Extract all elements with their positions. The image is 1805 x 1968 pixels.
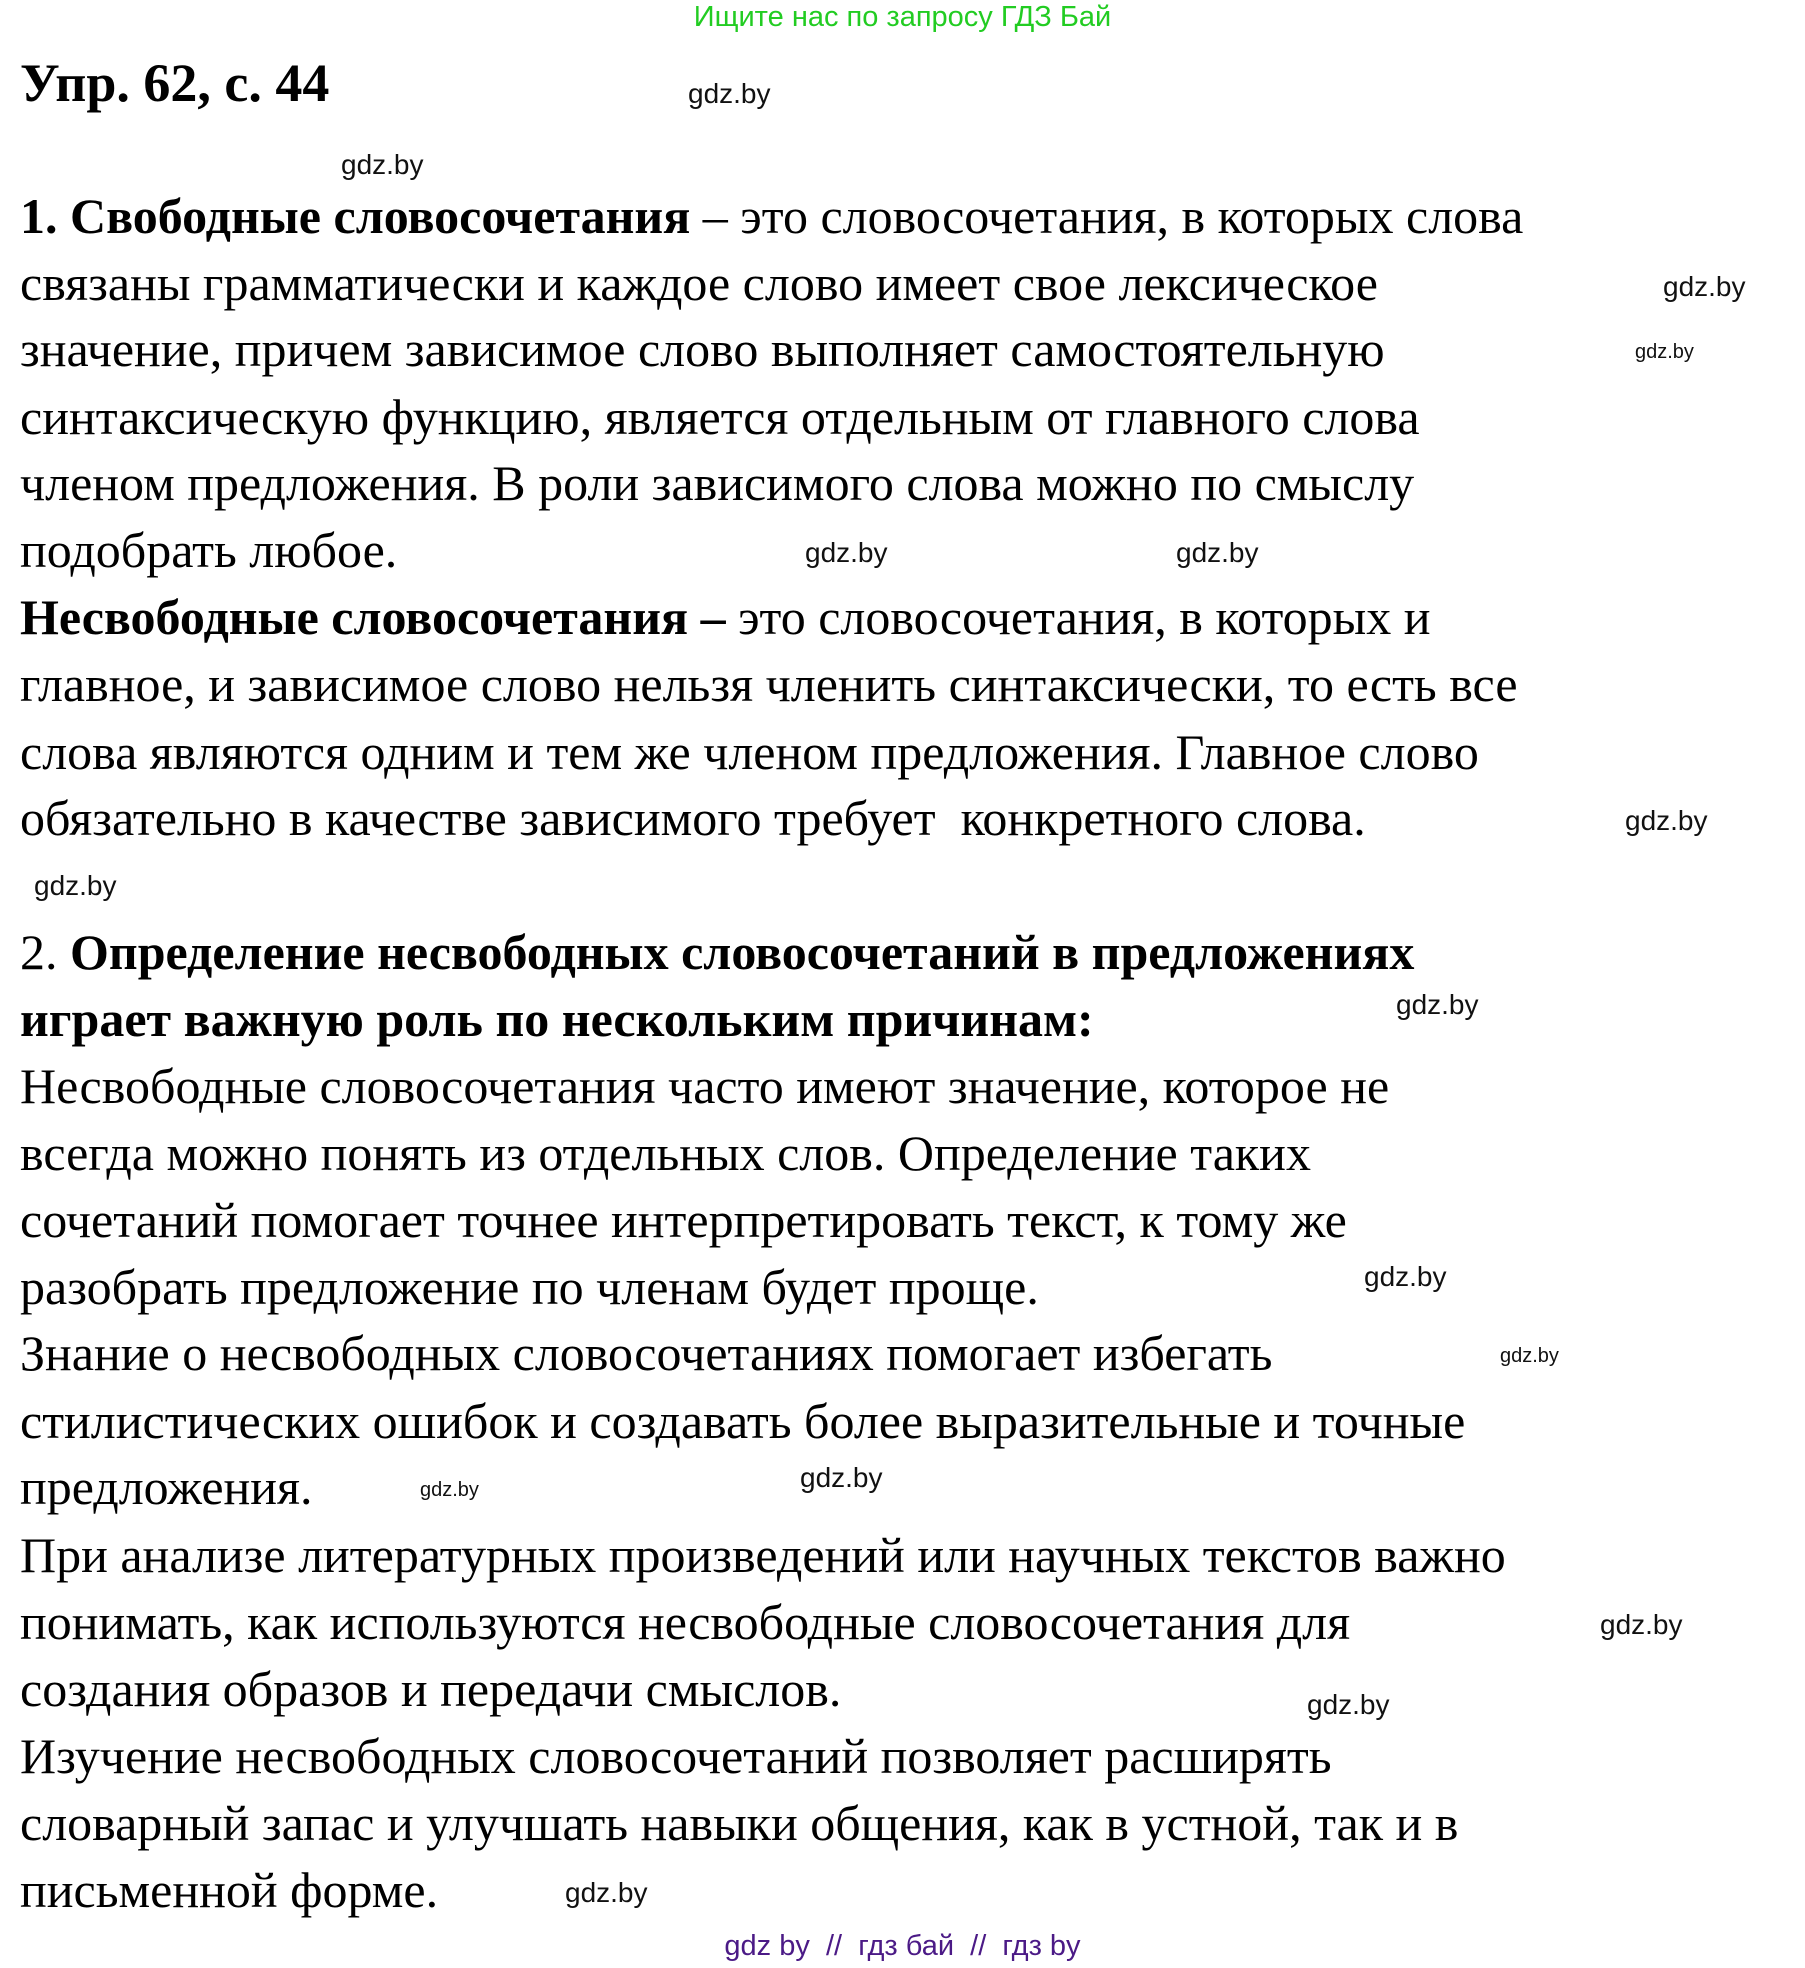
watermark: gdz.by <box>420 1479 479 1501</box>
text-line <box>20 1790 1458 1857</box>
watermark: gdz.by <box>1176 537 1259 568</box>
text-line <box>20 1522 1506 1589</box>
watermark: gdz.by <box>800 1462 883 1493</box>
text: обязательно в качестве зависимого требует конкретного слова. <box>20 790 1366 846</box>
footer-links: gdz by // гдз бай // гдз by <box>724 1930 1081 1962</box>
watermark: gdz.by <box>1307 1689 1390 1720</box>
text: это словосочетания, в которых и <box>725 589 1431 645</box>
text: слова являются одним и тем же членом предложения. Главное слово <box>20 724 1479 780</box>
text-line <box>20 1656 841 1723</box>
text-line <box>20 584 1431 651</box>
text-line <box>20 183 1523 250</box>
watermark: gdz.by <box>1635 341 1694 363</box>
page-title: Упр. 62, с. 44 <box>20 53 330 113</box>
text: сочетаний помогает точнее интерпретировать текст, к тому же <box>20 1192 1347 1248</box>
text: Изучение несвободных словосочетаний позволяет расширять <box>20 1728 1332 1784</box>
text-line <box>20 384 1420 451</box>
bold-text: Определение несвободных словосочетаний в предложениях <box>70 924 1415 980</box>
watermark: gdz.by <box>1364 1261 1447 1292</box>
text: разобрать предложение по членам будет проще. <box>20 1259 1039 1315</box>
text: Несвободные словосочетания часто имеют значение, которое не <box>20 1058 1390 1114</box>
text: Знание о несвободных словосочетаниях помогает избегать <box>20 1325 1273 1381</box>
text: понимать, как используются несвободные словосочетания для <box>20 1594 1351 1650</box>
watermark: gdz.by <box>1663 271 1746 302</box>
text: создания образов и передачи смыслов. <box>20 1661 842 1717</box>
text-line <box>20 919 1414 986</box>
watermark: gdz.by <box>805 537 888 568</box>
text-line <box>20 1454 313 1521</box>
text: значение, причем зависимое слово выполняет самостоятельную <box>20 321 1385 377</box>
watermark: gdz.by <box>1600 1609 1683 1640</box>
text: всегда можно понять из отдельных слов. Определение таких <box>20 1125 1311 1181</box>
text: При анализе литературных произведений или научных текстов важно <box>20 1527 1506 1583</box>
text-line <box>20 1589 1350 1656</box>
text: главное, и зависимое слово нельзя членить синтаксически, то есть все <box>20 656 1518 712</box>
text: письменной форме. <box>20 1862 439 1918</box>
text-line <box>20 651 1518 718</box>
watermark: gdz.by <box>341 149 424 180</box>
text: связаны грамматически и каждое слово имеет свое лексическое <box>20 255 1378 311</box>
text: подобрать любое. <box>20 522 398 578</box>
text-line <box>20 316 1385 383</box>
text-line <box>20 785 1366 852</box>
bold-text: играет важную роль по нескольким причинам: <box>20 991 1094 1047</box>
watermark: gdz.by <box>688 78 771 109</box>
text-line <box>20 1120 1311 1187</box>
text: предложения. <box>20 1459 313 1515</box>
text-line <box>20 1320 1272 1387</box>
text-line <box>20 986 1094 1053</box>
text-line <box>20 719 1479 786</box>
watermark: gdz.by <box>565 1877 648 1908</box>
text-line <box>20 1388 1465 1455</box>
text-line <box>20 1857 438 1924</box>
text: синтаксическую функцию, является отдельным от главного слова <box>20 389 1420 445</box>
text: стилистических ошибок и создавать более выразительные и точные <box>20 1393 1466 1449</box>
watermark: gdz.by <box>1625 805 1708 836</box>
text: словарный запас и улучшать навыки общения, как в устной, так и в <box>20 1795 1459 1851</box>
text-line <box>20 250 1378 317</box>
search-banner: Ищите нас по запросу ГДЗ Бай <box>693 1 1112 33</box>
bold-text: Несвободные словосочетания – <box>20 589 726 645</box>
text-line <box>20 1723 1332 1790</box>
text: 2. <box>20 924 70 980</box>
text-line <box>20 1187 1347 1254</box>
watermark: gdz.by <box>34 870 117 901</box>
text-line <box>20 450 1414 517</box>
text: членом предложения. В роли зависимого слова можно по смыслу <box>20 455 1415 511</box>
watermark: gdz.by <box>1500 1345 1559 1367</box>
text-line <box>20 1053 1389 1120</box>
text-line <box>20 1254 1039 1321</box>
watermark: gdz.by <box>1396 989 1479 1020</box>
text-line <box>20 517 397 584</box>
bold-text: 1. Свободные словосочетания <box>20 188 691 244</box>
text: – это словосочетания, в которых слова <box>690 188 1524 244</box>
